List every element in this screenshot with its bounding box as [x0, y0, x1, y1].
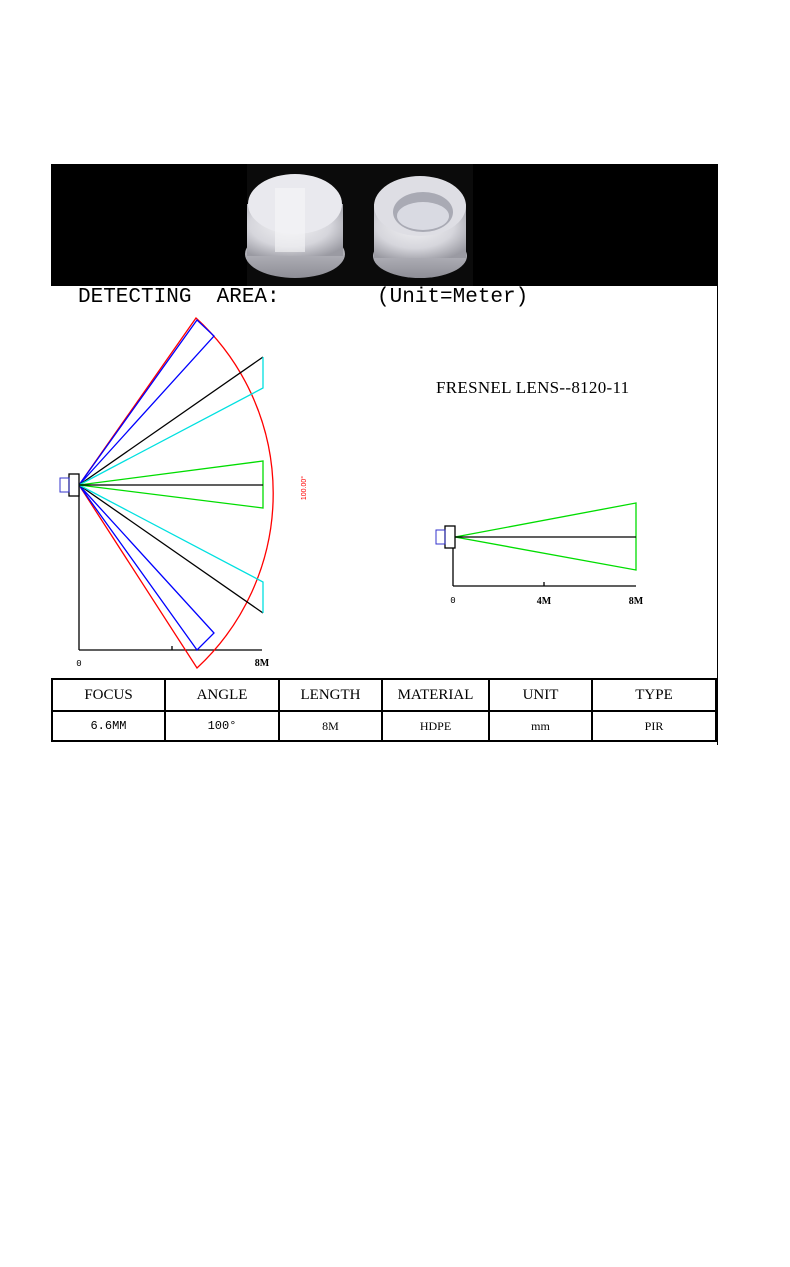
value-length: 8M: [279, 711, 382, 741]
side-view-diagram: [436, 503, 636, 586]
detecting-area-heading: DETECTING AREA:: [78, 286, 280, 309]
header-angle: ANGLE: [165, 679, 279, 711]
side-axis-start: 0: [450, 596, 456, 606]
wide-axis-end: 8M: [254, 658, 270, 669]
sensor-body-side: [445, 526, 455, 548]
header-type: TYPE: [592, 679, 716, 711]
value-type: PIR: [592, 711, 716, 741]
value-angle: 100°: [165, 711, 279, 741]
unit-note: (Unit=Meter): [377, 286, 529, 309]
wide-angle-diagram: [60, 318, 273, 668]
value-unit: mm: [489, 711, 592, 741]
zone-blue-upper: [79, 320, 214, 485]
value-focus: 6.6MM: [52, 711, 165, 741]
lens-model-title: FRESNEL LENS--8120-11: [436, 378, 630, 397]
side-axis-mid: 4M: [536, 596, 552, 607]
side-axis-end: 8M: [628, 596, 644, 607]
header-material: MATERIAL: [382, 679, 489, 711]
zone-blue-lower: [79, 485, 214, 650]
spec-header-row: [52, 679, 716, 711]
spec-table: [51, 678, 717, 742]
spec-value-row: [52, 711, 716, 741]
header-focus: FOCUS: [52, 679, 165, 711]
header-length: LENGTH: [279, 679, 382, 711]
value-material: HDPE: [382, 711, 489, 741]
angle-label: 100.00°: [301, 475, 308, 501]
sensor-body: [69, 474, 79, 496]
header-unit: UNIT: [489, 679, 592, 711]
wide-axis-start: 0: [76, 659, 82, 669]
